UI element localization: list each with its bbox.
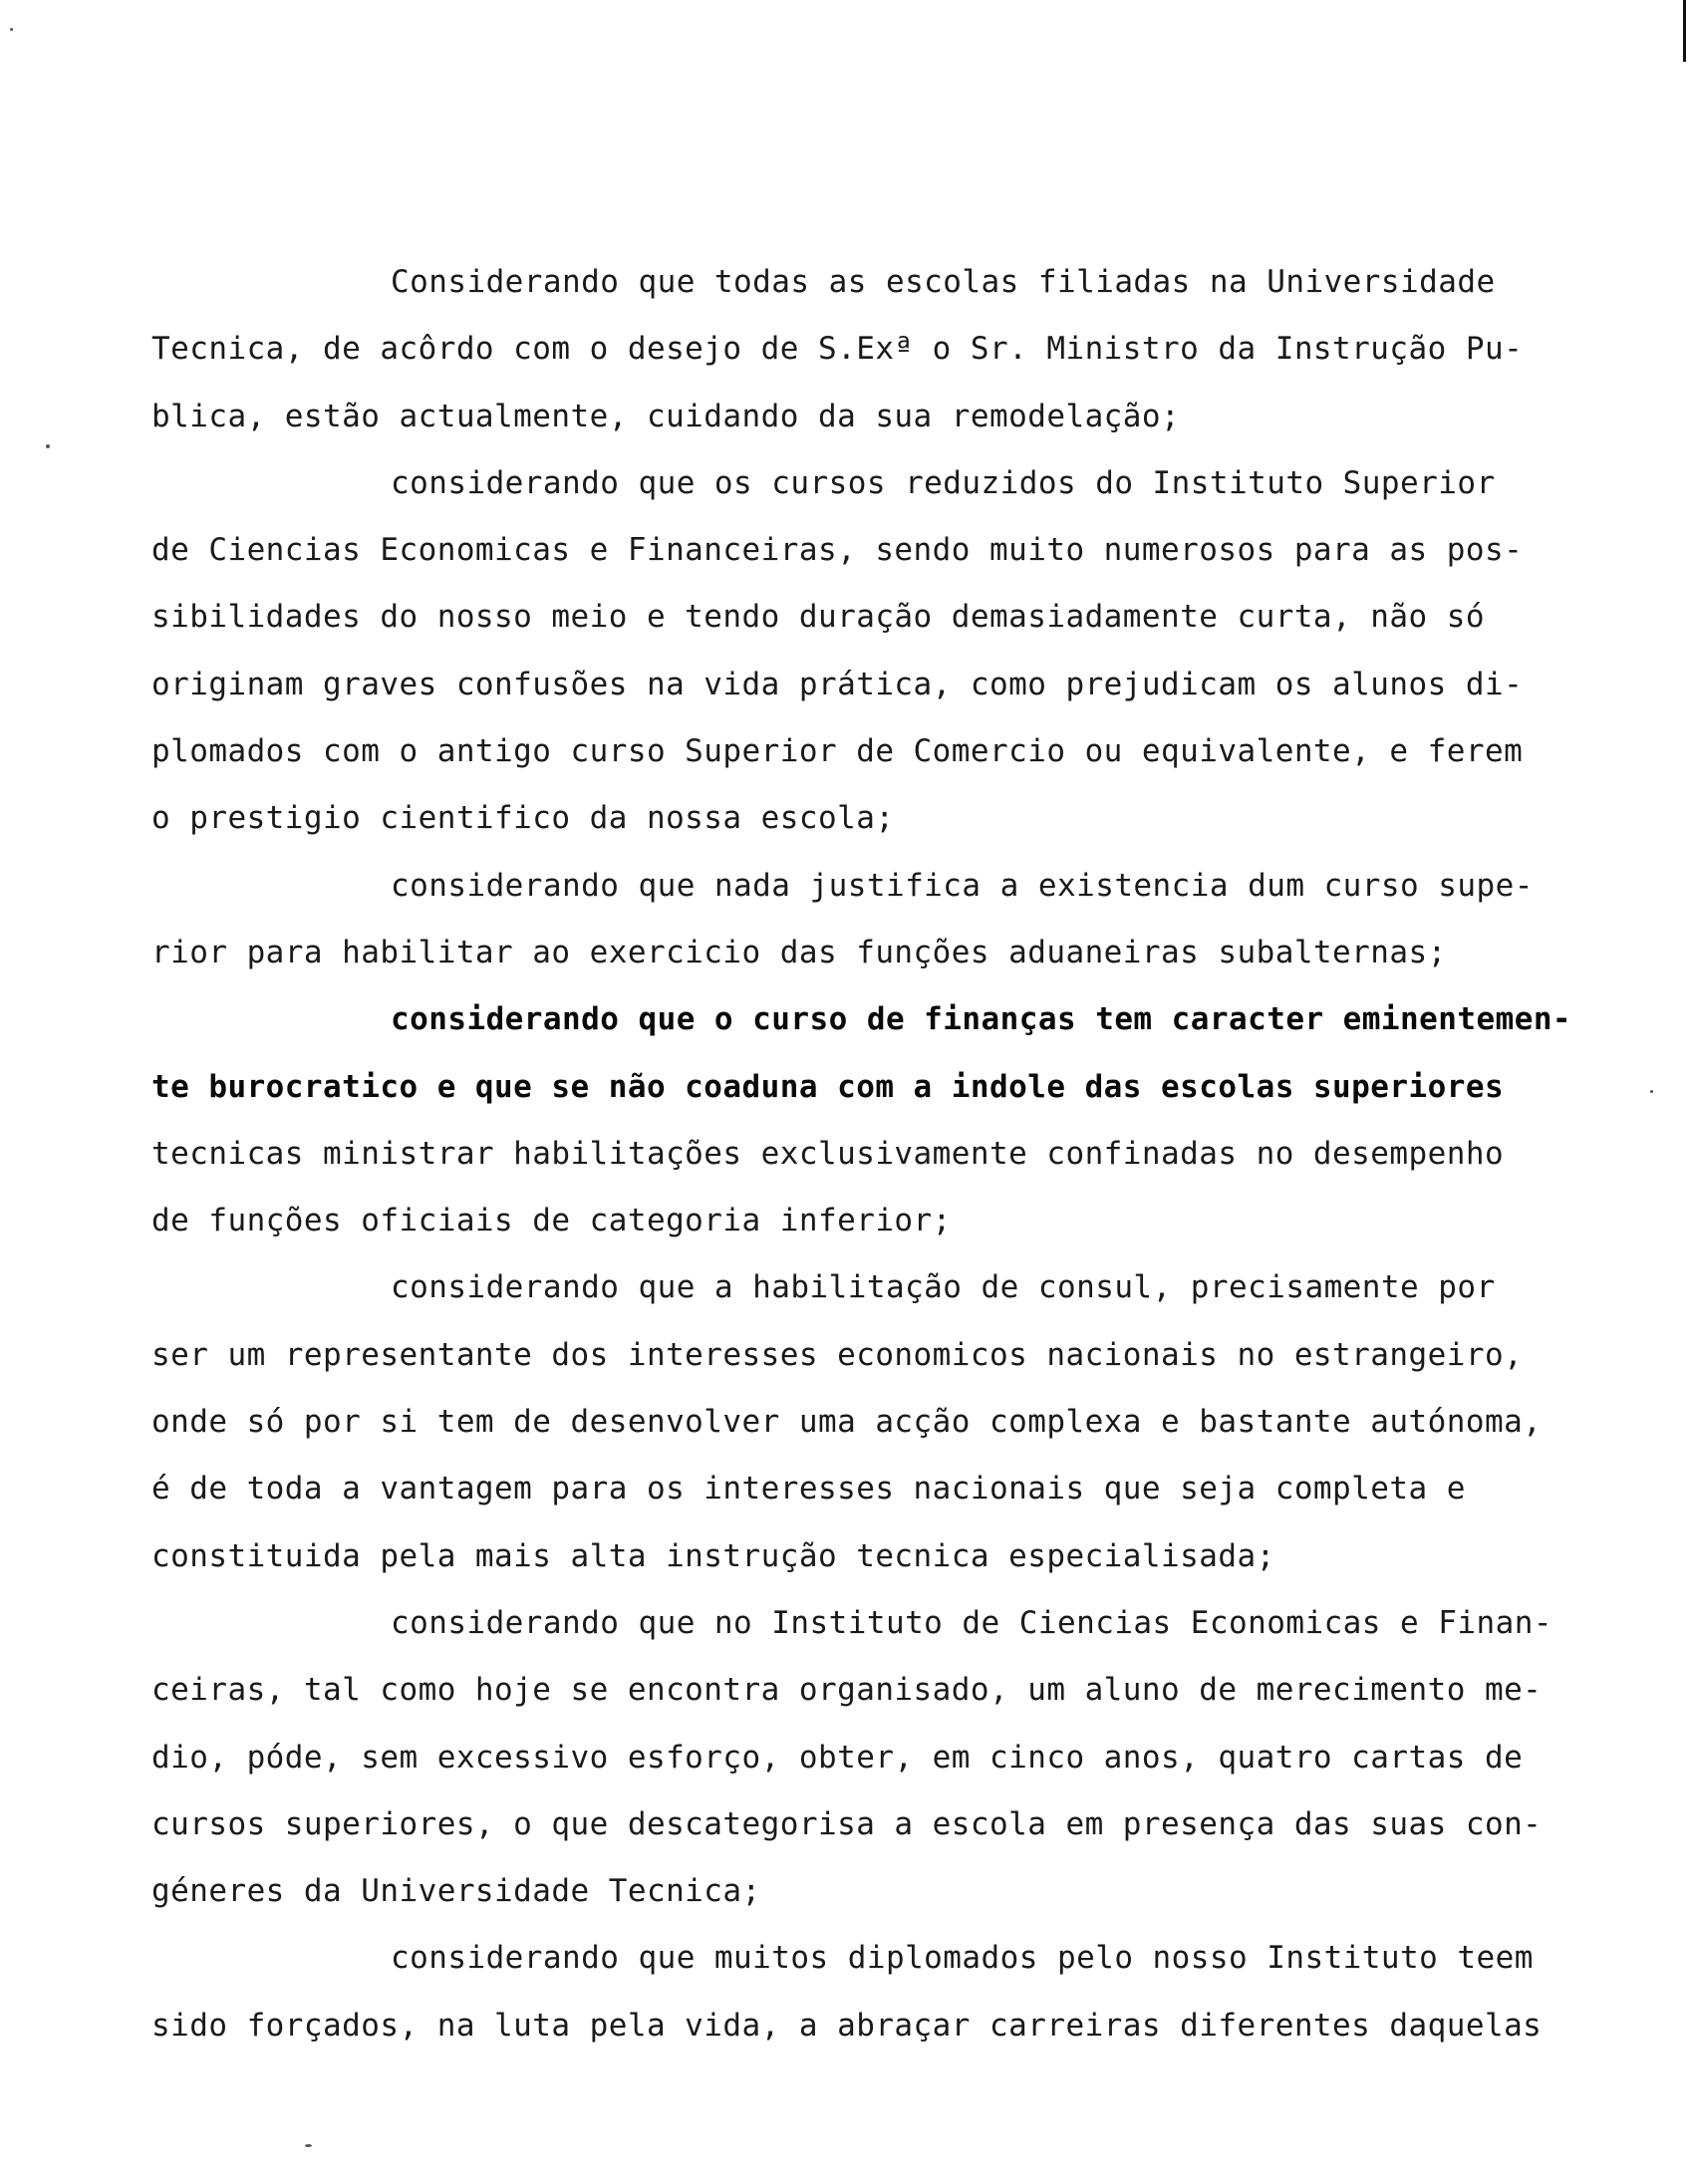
text-line: Tecnica, de acôrdo com o desejo de S.Exª o Sr. Ministro da Instrução Pu- [151, 331, 1524, 368]
text-line: de Ciencias Economicas e Financeiras, sendo muito numerosos para as pos- [151, 532, 1524, 569]
text-line: onde só por si tem de desenvolver uma acção complexa e bastante autónoma, [151, 1404, 1543, 1441]
scan-speck [46, 444, 50, 448]
text-line: plomados com o antigo curso Superior de Comercio ou equivalente, e ferem [151, 733, 1524, 770]
text-line: considerando que nada justifica a existencia dum curso supe- [391, 867, 1534, 904]
scan-speck [305, 2144, 312, 2147]
text-line: sibilidades do nosso meio e tendo duração demasiadamente curta, não só [151, 599, 1485, 636]
scan-speck [10, 28, 13, 31]
text-line: blica, estão actualmente, cuidando da sua remodelação; [151, 398, 1181, 434]
text-line: Considerando que todas as escolas filiadas na Universidade [391, 264, 1496, 300]
text-line: considerando que muitos diplomados pelo nosso Instituto teem [391, 1940, 1534, 1977]
text-line: géneres da Universidade Tecnica; [151, 1873, 761, 1910]
text-line: originam graves confusões na vida prática, como prejudicam os alunos di- [151, 666, 1524, 702]
text-line: considerando que no Instituto de Ciencias Economicas e Finan- [391, 1604, 1552, 1641]
text-line: dio, póde, sem excessivo esforço, obter, em cinco anos, quatro cartas de [151, 1739, 1524, 1775]
text-line: é de toda a vantagem para os interesses nacionais que seja completa e [151, 1471, 1466, 1507]
text-line: ceiras, tal como hoje se encontra organisado, um aluno de merecimento me- [151, 1672, 1543, 1709]
text-line: considerando que a habilitação de consul, precisamente por [391, 1269, 1496, 1306]
text-line-overstruck: considerando que o curso de finanças tem caracter eminentemen- [391, 1001, 1572, 1038]
typed-text-body [151, 249, 1606, 2059]
text-line: de funções oficiais de categoria inferior; [151, 1203, 952, 1239]
scan-speck [1650, 1090, 1653, 1093]
text-line: cursos superiores, o que descategorisa a escola em presença das suas con- [151, 1805, 1543, 1842]
text-line: rior para habilitar ao exercicio das funções aduaneiras subalternas; [151, 934, 1447, 970]
text-line: tecnicas ministrar habilitações exclusivamente confinadas no desempenho [151, 1135, 1505, 1172]
text-line: sido forçados, na luta pela vida, a abraçar carreiras diferentes daquelas [151, 2007, 1543, 2044]
text-line: o prestigio cientifico da nossa escola; [151, 800, 895, 837]
text-line: ser um representante dos interesses economicos nacionais no estrangeiro, [151, 1336, 1524, 1373]
scan-edge-mark [1683, 0, 1686, 62]
text-line-overstruck: te burocratico e que se não coaduna com a indole das escolas superiores [151, 1068, 1505, 1105]
text-line: constituida pela mais alta instrução tecnica especialisada; [151, 1537, 1275, 1574]
text-line: considerando que os cursos reduzidos do Instituto Superior [391, 464, 1496, 501]
